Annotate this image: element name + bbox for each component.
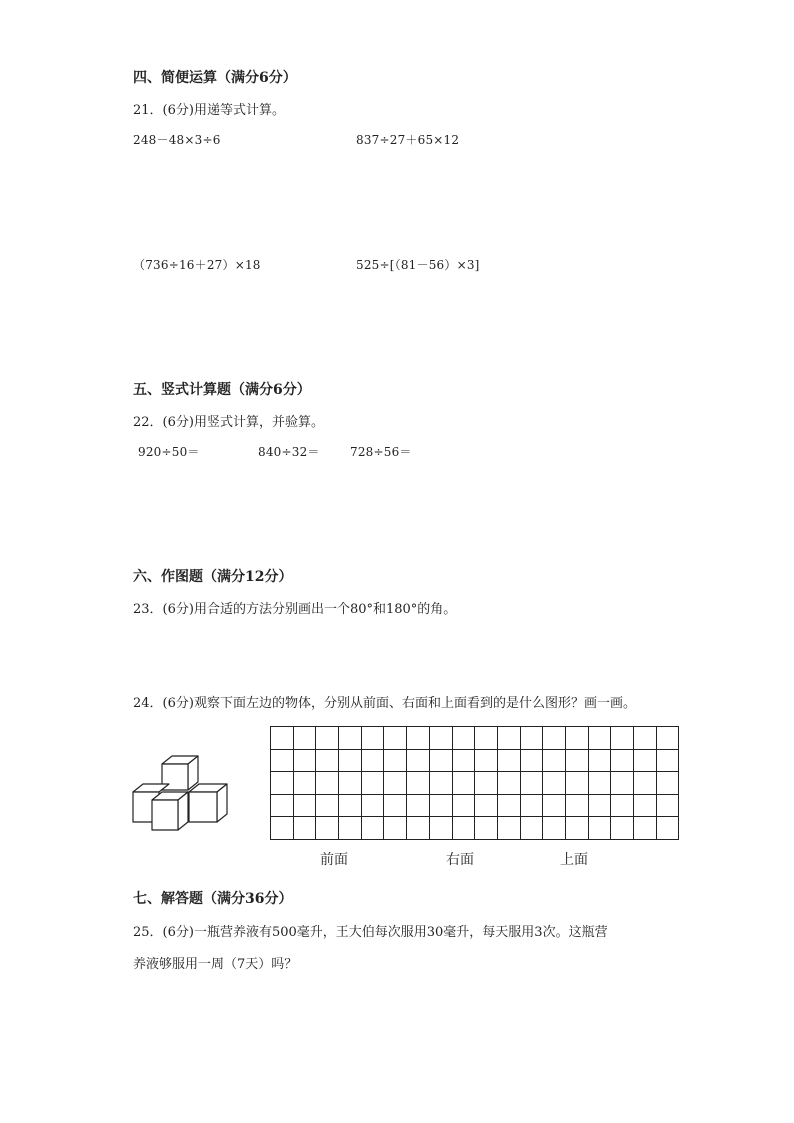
grid-cell[interactable] — [339, 749, 362, 772]
grid-cell[interactable] — [475, 727, 498, 750]
grid-cell[interactable] — [429, 817, 452, 840]
question-22: 22．(6分)用竖式计算，并验算。 — [133, 415, 324, 430]
grid-cell[interactable] — [293, 817, 316, 840]
grid-cell[interactable] — [339, 794, 362, 817]
section-heading-5: 五、竖式计算题（满分6分） — [133, 382, 311, 398]
grid-cell[interactable] — [429, 727, 452, 750]
grid-cell[interactable] — [429, 772, 452, 795]
grid-row — [271, 727, 679, 750]
grid-cell[interactable] — [656, 772, 679, 795]
grid-cell[interactable] — [361, 817, 384, 840]
grid-cell[interactable] — [565, 749, 588, 772]
grid-cell[interactable] — [611, 817, 634, 840]
grid-cell[interactable] — [475, 817, 498, 840]
grid-cell[interactable] — [475, 772, 498, 795]
grid-cell[interactable] — [520, 794, 543, 817]
grid-row — [271, 772, 679, 795]
grid-cell[interactable] — [497, 817, 520, 840]
grid-cell[interactable] — [497, 727, 520, 750]
grid-cell[interactable] — [452, 749, 475, 772]
section-heading-6: 六、作图题（满分12分） — [133, 569, 293, 585]
grid-cell[interactable] — [407, 772, 430, 795]
grid-cell[interactable] — [497, 794, 520, 817]
grid-cell[interactable] — [293, 794, 316, 817]
grid-cell[interactable] — [293, 749, 316, 772]
grid-cell[interactable] — [520, 727, 543, 750]
grid-cell[interactable] — [384, 749, 407, 772]
grid-cell[interactable] — [656, 749, 679, 772]
grid-cell[interactable] — [452, 772, 475, 795]
grid-cell[interactable] — [634, 727, 657, 750]
expression-4: 525÷[（81－56）×3] — [356, 258, 480, 272]
grid-cell[interactable] — [611, 772, 634, 795]
question-21: 21．(6分)用递等式计算。 — [133, 103, 285, 118]
vertical-calc-1: 920÷50＝ — [138, 445, 200, 459]
question-25-line-2: 养液够服用一周（7天）吗？ — [133, 957, 298, 972]
grid-cell[interactable] — [634, 794, 657, 817]
section-heading-4: 四、简便运算（满分6分） — [133, 70, 297, 86]
label-right: 右面 — [446, 852, 474, 868]
grid-cell[interactable] — [565, 817, 588, 840]
grid-cell[interactable] — [588, 749, 611, 772]
grid-cell[interactable] — [271, 749, 294, 772]
question-24: 24．(6分)观察下面左边的物体，分别从前面、右面和上面看到的是什么图形？画一画。 — [133, 696, 636, 711]
grid-cell[interactable] — [565, 772, 588, 795]
grid-cell[interactable] — [543, 727, 566, 750]
label-front: 前面 — [320, 852, 348, 868]
grid-cell[interactable] — [588, 794, 611, 817]
grid-cell[interactable] — [384, 817, 407, 840]
grid-cell[interactable] — [429, 749, 452, 772]
grid-row — [271, 794, 679, 817]
grid-cell[interactable] — [475, 749, 498, 772]
grid-cell[interactable] — [316, 772, 339, 795]
grid-cell[interactable] — [361, 749, 384, 772]
grid-cell[interactable] — [543, 794, 566, 817]
grid-cell[interactable] — [497, 749, 520, 772]
grid-cell[interactable] — [656, 817, 679, 840]
grid-cell[interactable] — [407, 794, 430, 817]
grid-cell[interactable] — [475, 794, 498, 817]
grid-cell[interactable] — [339, 772, 362, 795]
grid-cell[interactable] — [611, 794, 634, 817]
grid-cell[interactable] — [634, 749, 657, 772]
grid-cell[interactable] — [452, 817, 475, 840]
grid-cell[interactable] — [565, 727, 588, 750]
grid-cell[interactable] — [656, 727, 679, 750]
grid-cell[interactable] — [634, 772, 657, 795]
grid-cell[interactable] — [293, 772, 316, 795]
grid-cell[interactable] — [293, 727, 316, 750]
cubes-figure — [128, 752, 232, 838]
grid-cell[interactable] — [316, 727, 339, 750]
vertical-calc-3: 728÷56＝ — [350, 445, 412, 459]
section-heading-7: 七、解答题（满分36分） — [133, 891, 293, 907]
grid-cell[interactable] — [316, 749, 339, 772]
grid-cell[interactable] — [361, 794, 384, 817]
grid-cell[interactable] — [543, 817, 566, 840]
grid-cell[interactable] — [361, 772, 384, 795]
grid-cell[interactable] — [361, 727, 384, 750]
grid-cell[interactable] — [656, 794, 679, 817]
question-25-line-1: 25．(6分)一瓶营养液有500毫升，王大伯每次服用30毫升，每天服用3次。这瓶营 — [133, 925, 608, 940]
grid-cell[interactable] — [407, 817, 430, 840]
grid-cell[interactable] — [407, 727, 430, 750]
grid-cell[interactable] — [520, 817, 543, 840]
expression-1: 248－48×3÷6 — [133, 133, 221, 147]
label-top: 上面 — [560, 852, 588, 868]
drawing-grid[interactable] — [270, 726, 679, 840]
grid-cell[interactable] — [520, 749, 543, 772]
grid-cell[interactable] — [429, 794, 452, 817]
question-23: 23．(6分)用合适的方法分别画出一个80°和180°的角。 — [133, 602, 457, 617]
grid-cell[interactable] — [407, 749, 430, 772]
grid-row — [271, 817, 679, 840]
grid-cell[interactable] — [634, 817, 657, 840]
grid-cell[interactable] — [271, 817, 294, 840]
grid-cell[interactable] — [543, 772, 566, 795]
grid-cell[interactable] — [611, 727, 634, 750]
grid-cell[interactable] — [543, 749, 566, 772]
expression-3: （736÷16＋27）×18 — [133, 258, 261, 272]
grid-cell[interactable] — [271, 772, 294, 795]
grid-cell[interactable] — [271, 794, 294, 817]
grid-cell[interactable] — [339, 817, 362, 840]
grid-cell[interactable] — [565, 794, 588, 817]
expression-2: 837÷27＋65×12 — [356, 133, 460, 147]
grid-cell[interactable] — [588, 817, 611, 840]
grid-cell[interactable] — [497, 772, 520, 795]
grid-cell[interactable] — [588, 772, 611, 795]
grid-cell[interactable] — [316, 817, 339, 840]
grid-cell[interactable] — [452, 727, 475, 750]
grid-cell[interactable] — [316, 794, 339, 817]
grid-cell[interactable] — [339, 727, 362, 750]
grid-row — [271, 749, 679, 772]
grid-cell[interactable] — [588, 727, 611, 750]
grid-cell[interactable] — [384, 727, 407, 750]
grid-cell[interactable] — [520, 772, 543, 795]
vertical-calc-2: 840÷32＝ — [258, 445, 320, 459]
grid-cell[interactable] — [384, 794, 407, 817]
grid-cell[interactable] — [452, 794, 475, 817]
grid-cell[interactable] — [611, 749, 634, 772]
grid-cell[interactable] — [384, 772, 407, 795]
grid-cell[interactable] — [271, 727, 294, 750]
